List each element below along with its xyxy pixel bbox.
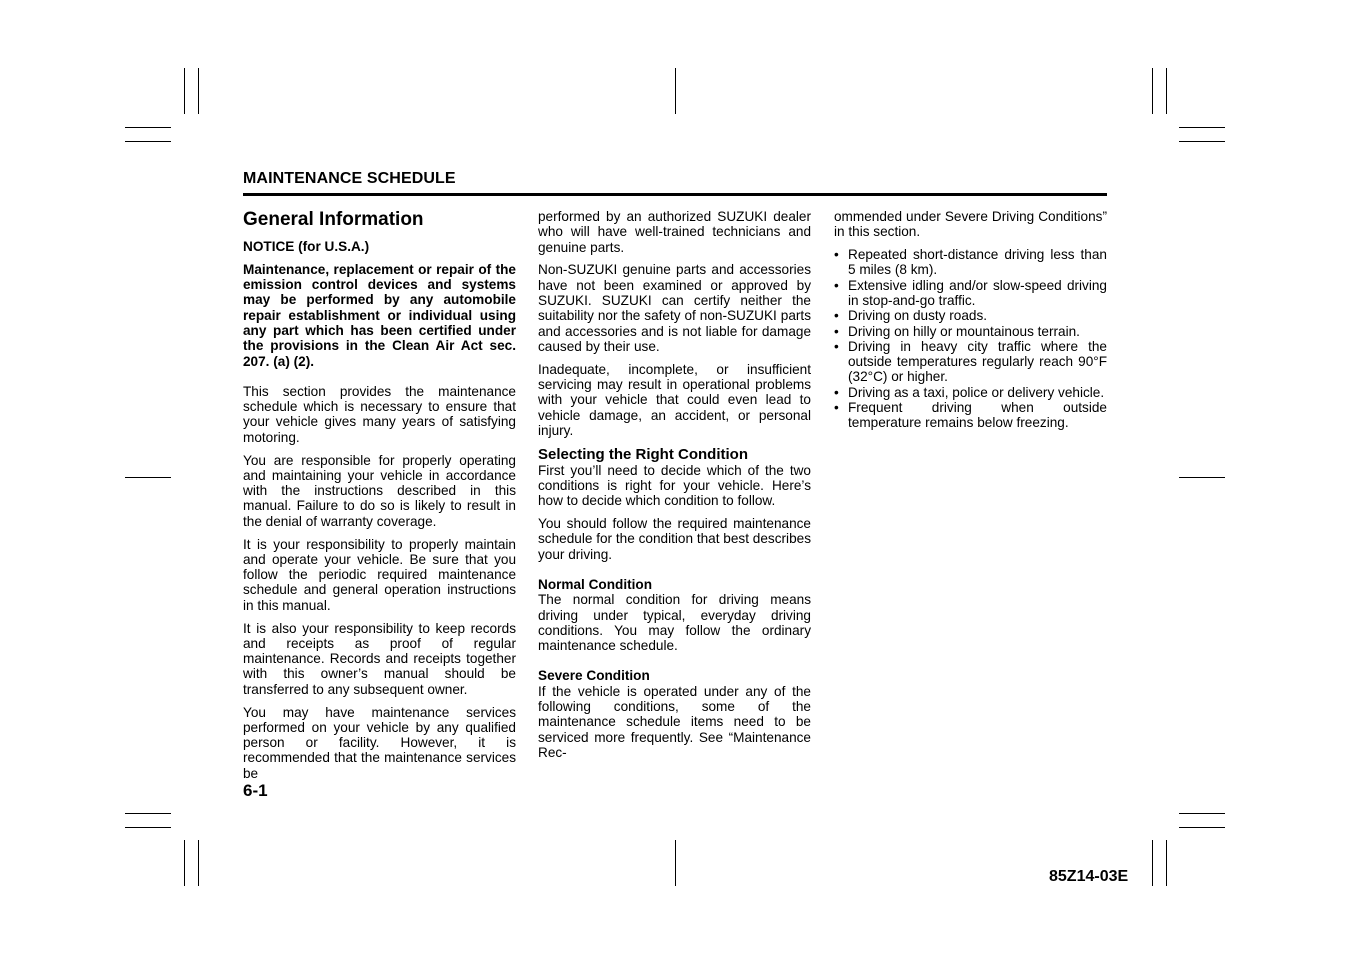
list-item: • Extensive idling and/or slow-speed driving in stop-and-go traffic. xyxy=(834,278,1107,309)
crop-mark xyxy=(1166,840,1167,886)
paragraph: You may have maintenance services performed on your vehicle by any qualified person or facility. However, it is recommended that the maintenance services be xyxy=(243,704,516,781)
notice-body: Maintenance, replacement or repair of the emission control devices and systems may be performed by any automobile repair establishment or individual using any part which has been certified under the provisions in the Clean Air Act sec. 207. (a) (2). xyxy=(243,261,516,369)
paragraph: ommended under Severe Driving Conditions” in this section. xyxy=(834,209,1107,240)
paragraph: Non-SUZUKI genuine parts and accessories have not been examined or approved by SUZUKI. SUZUKI can certify neither the suitability nor the safety of non-SUZUKI parts and accessories and is not liable for damage caused by their use. xyxy=(538,262,811,354)
subheading-normal: Normal Condition xyxy=(538,576,653,592)
section-heading: Selecting the Right Condition xyxy=(538,445,748,463)
crop-mark xyxy=(1152,68,1153,114)
crop-mark xyxy=(125,127,171,128)
list-item: • Frequent driving when outside temperature remains below freezing. xyxy=(834,400,1107,431)
crop-mark xyxy=(125,477,171,478)
crop-mark xyxy=(184,840,185,886)
column-3 xyxy=(834,209,1107,431)
paragraph: The normal condition for driving means driving under typical, everyday driving conditions. You may follow the ordinary maintenance schedule. xyxy=(538,592,811,654)
list-item: • Repeated short-distance driving less than 5 miles (8 km). xyxy=(834,247,1107,278)
page-title: General Information xyxy=(243,209,424,230)
header-rule xyxy=(243,193,1107,196)
document-code: 85Z14-03E xyxy=(1049,868,1129,885)
crop-mark xyxy=(198,840,199,886)
subheading-severe: Severe Condition xyxy=(538,668,650,684)
list-item: • Driving on dusty roads. xyxy=(834,308,1107,323)
paragraph: performed by an authorized SUZUKI dealer who will have well-trained technicians and genuine parts. xyxy=(538,209,811,255)
crop-mark xyxy=(198,68,199,114)
list-item: • Driving as a taxi, police or delivery vehicle. xyxy=(834,385,1107,400)
crop-mark xyxy=(1179,127,1225,128)
paragraph: You are responsible for properly operating and maintaining your vehicle in accordance with the instructions described in this manual. Failure to do so is likely to result in the denial of warranty coverage. xyxy=(243,452,516,529)
list-item: • Driving in heavy city traffic where the outside temperatures regularly reach 90°F (32°C) or higher. xyxy=(834,339,1107,385)
crop-mark xyxy=(1179,141,1225,142)
crop-mark xyxy=(1152,840,1153,886)
paragraph: If the vehicle is operated under any of the following conditions, some of the maintenance schedule items need to be serviced more frequently. See “Maintenance Rec- xyxy=(538,683,811,760)
paragraph: It is also your responsibility to keep records and receipts as proof of regular maintenance. Records and receipts together with this owner’s manual should be transferred to any subsequent owner. xyxy=(243,620,516,697)
crop-mark xyxy=(675,840,676,886)
crop-mark xyxy=(1179,827,1225,828)
severe-conditions-list xyxy=(834,247,1107,431)
crop-mark xyxy=(1179,813,1225,814)
paragraph: First you’ll need to decide which of the two conditions is right for your vehicle. Here’s how to decide which condition to follow. xyxy=(538,462,811,509)
crop-mark xyxy=(125,813,171,814)
page-number: 6-1 xyxy=(243,781,268,800)
paragraph: Inadequate, incomplete, or insufficient servicing may result in operational problems with your vehicle that could even lead to vehicle damage, an accident, or personal injury. xyxy=(538,361,811,438)
crop-mark xyxy=(125,141,171,142)
crop-mark xyxy=(675,68,676,114)
paragraph: It is your responsibility to properly maintain and operate your vehicle. Be sure that you follow the periodic required maintenance schedule and general operation instructions in this manual. xyxy=(243,536,516,613)
notice-title: NOTICE (for U.S.A.) xyxy=(243,239,370,254)
paragraph: This section provides the maintenance schedule which is necessary to ensure that your vehicle gives many years of satisfying motoring. xyxy=(243,383,516,445)
crop-mark xyxy=(184,68,185,114)
list-item: • Driving on hilly or mountainous terrain. xyxy=(834,324,1107,339)
column-2 xyxy=(538,209,811,768)
crop-mark xyxy=(125,827,171,828)
crop-mark xyxy=(1179,477,1225,478)
crop-mark xyxy=(1166,68,1167,114)
paragraph: You should follow the required maintenance schedule for the condition that best describes your driving. xyxy=(538,516,811,562)
column-1 xyxy=(243,209,516,789)
section-header: MAINTENANCE SCHEDULE xyxy=(243,170,456,187)
